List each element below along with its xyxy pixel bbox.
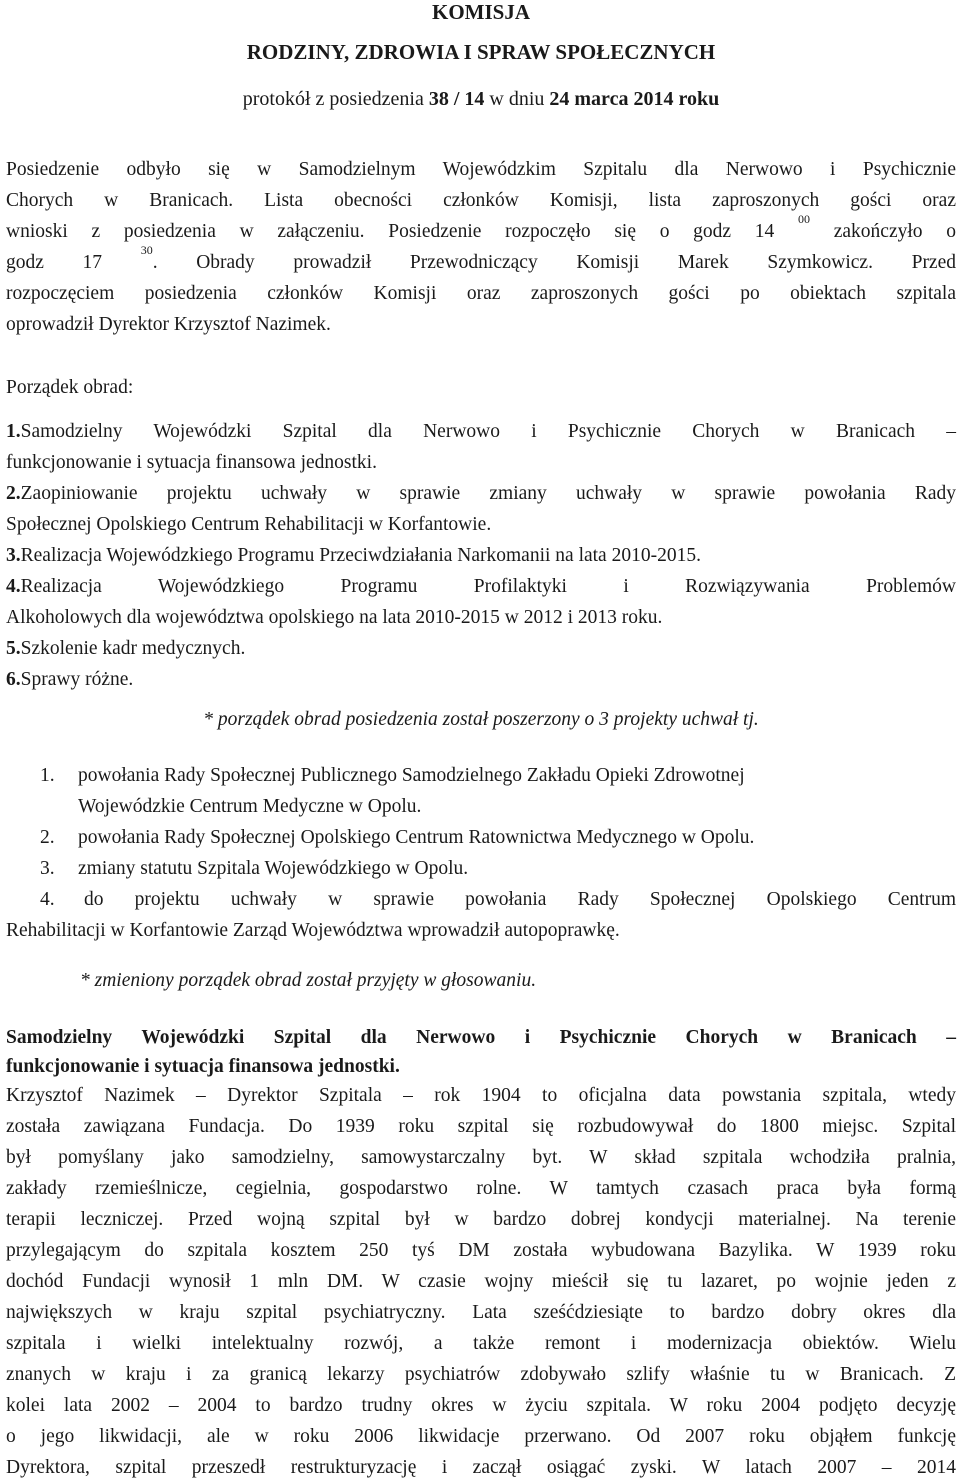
intro-line: wnioski z posiedzenia w załączeniu. Posiedzenie rozpoczęło się o godz 14 $^{00}$ zakończyło o — [6, 212, 956, 242]
agenda-item: 6.Sprawy różne. — [6, 669, 134, 690]
title-commission-name: RODZINY, ZDROWIA I SPRAW SPOŁECZNYCH — [246, 40, 716, 64]
body-line: największych w kraju szpital psychiatryczny. Lata sześćdziesiąte to bardzo dobry okres dla — [6, 1302, 956, 1323]
agenda-item: 5.Szkolenie kadr medycznych. — [6, 638, 246, 659]
resolution-item: 3. zmiany statutu Szpitala Wojewódzkiego w Opolu. — [40, 858, 469, 879]
agenda-item: 2.Zaopiniowanie projektu uchwały w sprawie zmiany uchwały w sprawie powołania Rady — [6, 483, 956, 504]
body-line: dochód Fundacji wynosił 1 mln DM. W czasie wojny mieścił się tu lazaret, po wojnie jeden z — [6, 1271, 956, 1292]
resolutions-list — [6, 761, 956, 947]
agenda-item: 3.Realizacja Wojewódzkiego Programu Przeciwdziałania Narkomanii na lata 2010-2015. — [6, 545, 701, 566]
agenda-heading: Porządek obrad: — [6, 377, 134, 398]
section-heading — [6, 1023, 956, 1083]
resolution-item: 2. powołania Rady Społecznej Opolskiego Centrum Ratownictwa Medycznego w Opolu. — [40, 827, 755, 848]
intro-line: oprowadził Dyrektor Krzysztof Nazimek. — [6, 314, 331, 335]
body-line: szpitala i wielki intelektualny rozwój, a także remont i modernizacja obiektów. Wielu — [6, 1333, 956, 1354]
agenda-item: 1.Samodzielny Wojewódzki Szpital dla Nerwowo i Psychicznie Chorych w Branicach – — [6, 421, 956, 442]
body-line: o jego likwidacji, ale w roku 2006 likwidacje przerwano. Od 2007 roku objąłem funkcję — [6, 1426, 956, 1447]
section-heading-line: funkcjonowanie i sytuacja finansowa jednostki. — [6, 1056, 400, 1077]
intro-line: rozpoczęciem posiedzenia członków Komisji oraz zaproszonych gości po obiektach szpitala — [6, 283, 956, 304]
intro-line: godz 17 $^{30}$. Obrady prowadził Przewodniczący Komisji Marek Szymkowicz. Przed — [6, 243, 956, 273]
agenda-item-cont: Alkoholowych dla województwa opolskiego na lata 2010-2015 w 2012 i 2013 roku. — [6, 607, 663, 628]
title-komisja: KOMISJA — [431, 0, 530, 24]
section-heading-line: Samodzielny Wojewódzki Szpital dla Nerwowo i Psychicznie Chorych w Branicach – — [6, 1027, 956, 1048]
body-line: kolei lata 2002 – 2004 to bardzo trudny okres w życiu szpitala. W roku 2004 podjęto decyzję — [6, 1395, 956, 1416]
body-line: Krzysztof Nazimek – Dyrektor Szpitala – rok 1904 to oficjalna data powstania szpitala, wtedy — [6, 1085, 956, 1106]
resolution-item-cont: Rehabilitacji w Korfantowie Zarząd Województwa wprowadził autopoprawkę. — [6, 920, 620, 941]
agenda-list — [6, 417, 956, 696]
protocol-prefix: protokół z posiedzenia — [242, 88, 429, 110]
intro-line: Chorych w Branicach. Lista obecności członków Komisji, lista zaproszonych gości oraz — [6, 190, 956, 211]
body-line: znanych w kraju i za granicą lekarzy psychiatrów zdobywało szlify właśnie tu w Branicach. Z — [6, 1364, 956, 1385]
agenda-extension-note: * porządek obrad posiedzenia został poszerzony o 3 projekty uchwał tj. — [203, 709, 759, 730]
protocol-line — [6, 85, 956, 114]
resolution-item-cont: Wojewódzkie Centrum Medyczne w Opolu. — [78, 796, 422, 817]
resolution-item: 1. powołania Rady Społecznej Publicznego Samodzielnego Zakładu Opieki Zdrowotnej — [40, 765, 745, 786]
intro-line: Posiedzenie odbyło się w Samodzielnym Wojewódzkim Szpitalu dla Nerwowo i Psychicznie — [6, 159, 956, 180]
protocol-date: 24 marca 2014 roku — [549, 88, 720, 110]
accepted-note: * zmieniony porządek obrad został przyjęty w głosowaniu. — [80, 970, 537, 991]
intro-paragraph — [6, 155, 956, 341]
start-minutes: 00 — [798, 212, 811, 226]
body-line: terapii leczniczej. Przed wojną szpital był w bardzo dobrej kondycji materialnej. Na terenie — [6, 1209, 956, 1230]
agenda-item: 4.Realizacja Wojewódzkiego Programu Profilaktyki i Rozwiązywania Problemów — [6, 576, 956, 597]
agenda-item-cont: funkcjonowanie i sytuacja finansowa jednostki. — [6, 452, 377, 473]
section-body — [6, 1081, 956, 1484]
body-line: Dyrektora, szpital przeszedł restrukturyzację i zaczął osiągać zyski. W latach 2007 – 2014 — [6, 1457, 956, 1478]
protocol-number: 38 / 14 — [428, 88, 485, 110]
body-line: zakłady rzemieślnicze, cegielnia, gospodarstwo rolne. W tamtych czasach praca była formą — [6, 1178, 956, 1199]
body-line: przylegającym do szpitala kosztem 250 tyś DM została wybudowana Bazylika. W 1939 roku — [6, 1240, 956, 1261]
resolution-item: 4. do projektu uchwały w sprawie powołania Rady Społecznej Opolskiego Centrum — [40, 889, 956, 910]
protocol-mid: w dniu — [484, 88, 550, 110]
agenda-item-cont: Społecznej Opolskiego Centrum Rehabilitacji w Korfantowie. — [6, 514, 492, 535]
body-line: została zawiązana Fundacja. Do 1939 roku szpital się rozbudowywał do 1800 miejsc. Szpital — [6, 1116, 956, 1137]
body-line: był pomyślany jako samodzielny, samowystarczalny byt. W skład szpitala wchodziła pralnia, — [6, 1147, 956, 1168]
end-minutes: 30 — [140, 243, 153, 257]
